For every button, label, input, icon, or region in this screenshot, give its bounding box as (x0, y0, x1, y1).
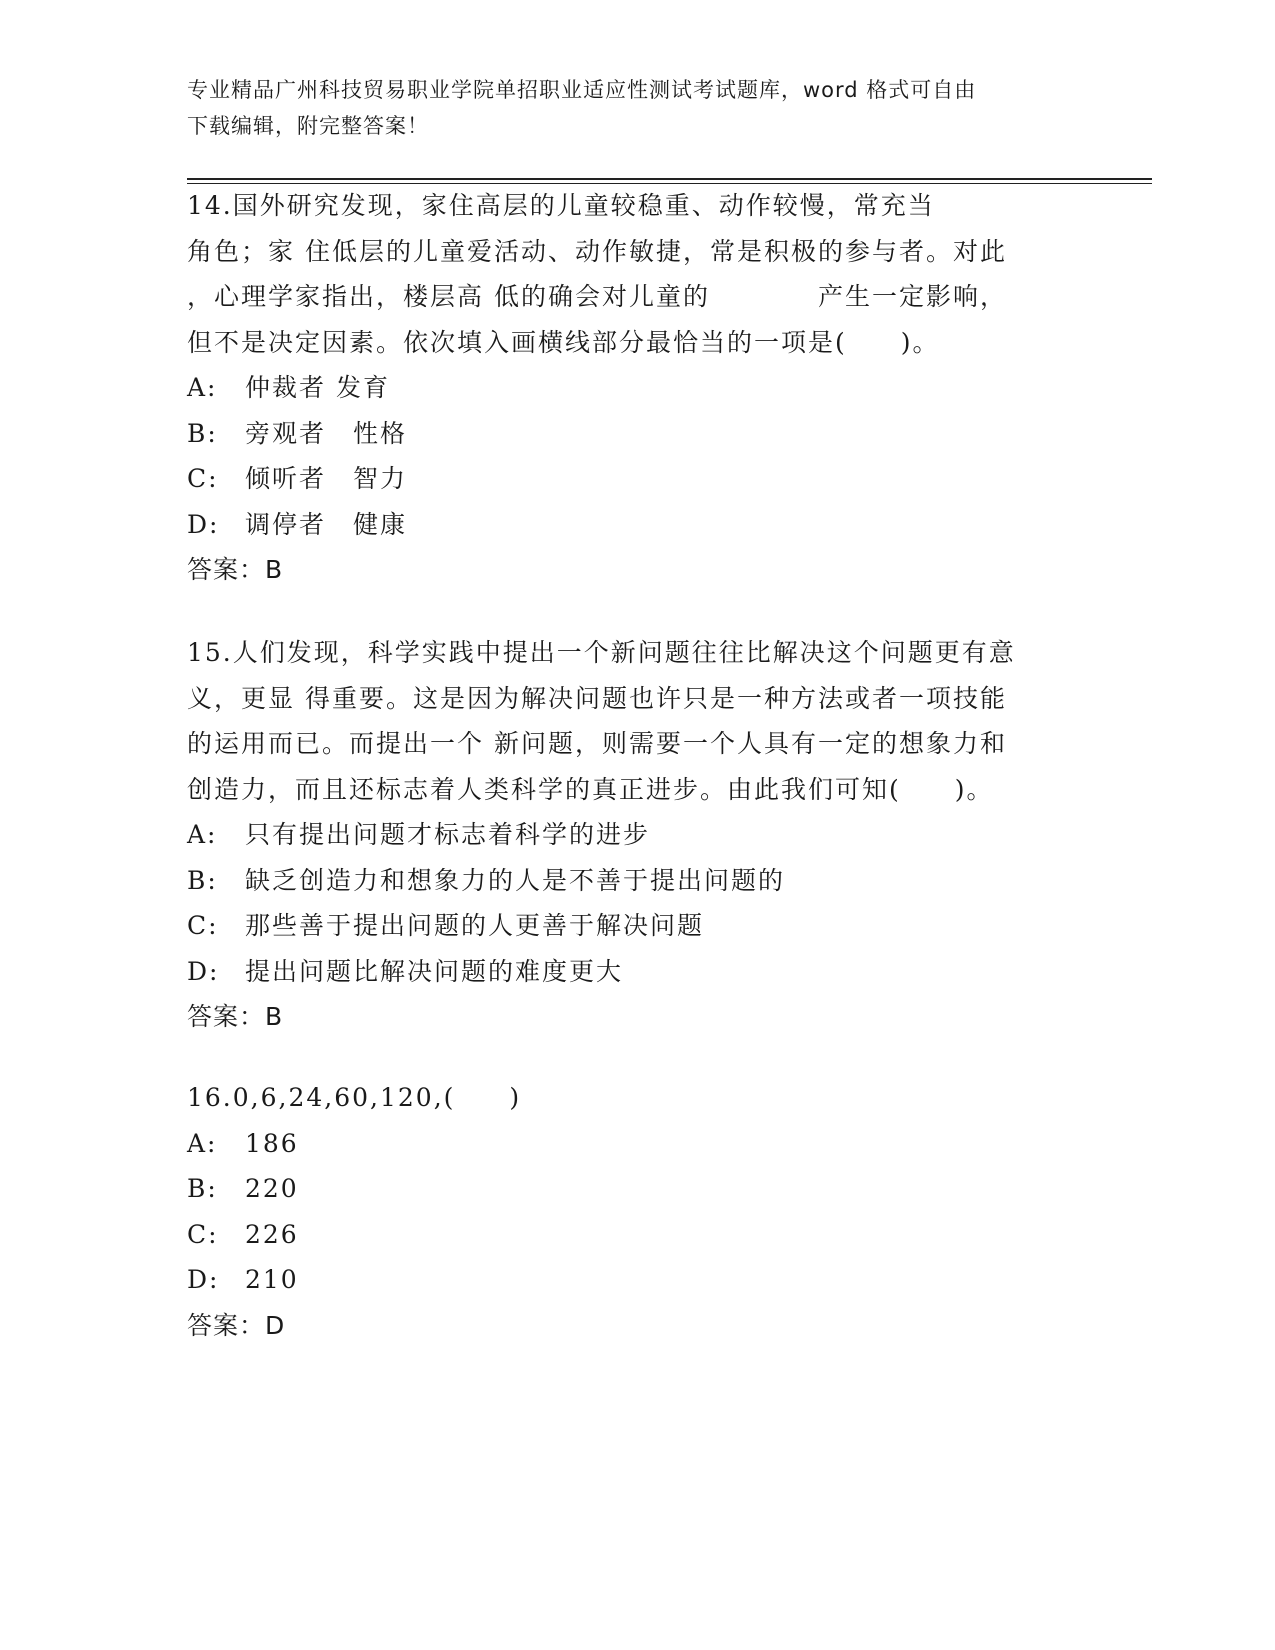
option-letter: A: (187, 820, 218, 849)
option-c (187, 1212, 1087, 1258)
stem-line: 14.国外研究发现，家住高层的儿童较稳重、动作较慢，常充当 (187, 191, 935, 220)
option-c (187, 903, 1087, 949)
header-line-1: 专业精品广州科技贸易职业学院单招职业适应性测试考试题库，word 格式可自由 (187, 78, 977, 102)
option-b (187, 858, 1087, 904)
option-text: 倾听者 智力 (245, 464, 408, 493)
option-text: 220 (245, 1174, 299, 1203)
option-letter: C: (187, 1219, 219, 1249)
option-b (187, 1166, 1087, 1212)
stem-line: 义，更显 得重要。这是因为解决问题也许只是一种方法或者一项技能 (187, 683, 1007, 713)
stem-line: 16.0,6,24,60,120,( ) (187, 1083, 522, 1112)
answer-line: 答案：B (187, 555, 284, 584)
option-text: 186 (245, 1128, 299, 1158)
header-line-2: 下载编辑，附完整答案！ (187, 114, 429, 138)
option-letter: D: (187, 956, 220, 986)
header-rule-thick (187, 178, 1152, 180)
option-letter: A: (187, 373, 218, 402)
option-a (187, 365, 1087, 411)
option-a (187, 812, 1087, 858)
option-letter: C: (187, 464, 219, 493)
option-text: 仲裁者 发育 (245, 373, 390, 402)
stem-line: 但不是决定因素。依次填入画横线部分最恰当的一项是( )。 (187, 327, 940, 357)
question-14 (187, 183, 1087, 593)
option-text: 调停者 健康 (245, 509, 408, 539)
option-d (187, 949, 1087, 995)
option-letter: D: (187, 509, 220, 539)
question-16 (187, 1075, 1087, 1348)
option-text: 旁观者 性格 (245, 418, 408, 448)
question-stem (187, 183, 1087, 365)
option-letter: B: (187, 1174, 218, 1203)
option-letter: D: (187, 1265, 220, 1294)
stem-line: ，心理学家指出，楼层高 低的确会对儿童的 产生一定影响， (187, 282, 1007, 311)
option-letter: A: (187, 1128, 218, 1158)
option-c (187, 456, 1087, 502)
option-letter: C: (187, 911, 219, 940)
option-d (187, 502, 1087, 548)
option-text: 那些善于提出问题的人更善于解决问题 (245, 911, 705, 940)
option-text: 只有提出问题才标志着科学的进步 (245, 820, 651, 849)
option-text: 210 (245, 1265, 299, 1294)
question-15 (187, 630, 1087, 1040)
option-text: 缺乏创造力和想象力的人是不善于提出问题的 (245, 865, 786, 895)
stem-line: 15.人们发现，科学实践中提出一个新问题往往比解决这个问题更有意 (187, 638, 1016, 667)
option-letter: B: (187, 865, 218, 895)
option-a (187, 1121, 1087, 1167)
stem-line: 创造力，而且还标志着人类科学的真正进步。由此我们可知( )。 (187, 774, 994, 804)
stem-line: 角色；家 住低层的儿童爱活动、动作敏捷，常是积极的参与者。对此 (187, 236, 1007, 266)
question-stem (187, 1075, 1087, 1121)
option-d (187, 1257, 1087, 1303)
answer-line: 答案：D (187, 1310, 286, 1340)
stem-line: 的运用而已。而提出一个 新问题，则需要一个人具有一定的想象力和 (187, 729, 1007, 758)
option-letter: B: (187, 418, 218, 448)
question-stem (187, 630, 1087, 812)
answer-line: 答案：B (187, 1002, 284, 1031)
option-text: 226 (245, 1219, 299, 1249)
document-header (187, 72, 1067, 144)
option-text: 提出问题比解决问题的难度更大 (245, 956, 624, 986)
option-b (187, 411, 1087, 457)
